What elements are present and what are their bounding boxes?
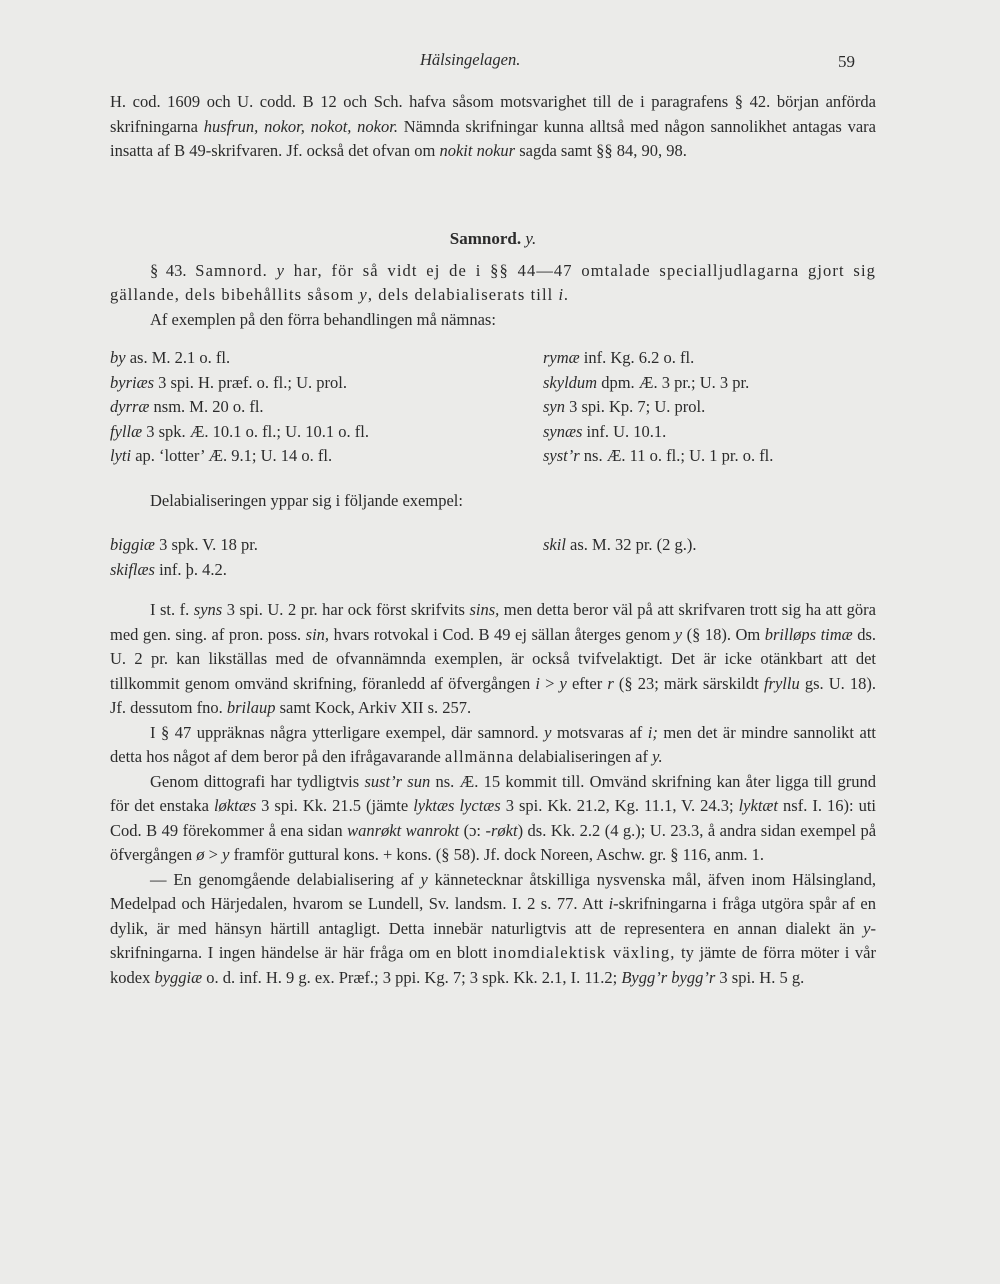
- italic-run: syns: [193, 600, 223, 619]
- text-run: ns. Æ. 15 kommit till. Omvänd skrifning kan åter ligga till grund för det enstaka: [110, 771, 877, 815]
- italic-run: y: [544, 722, 552, 742]
- example-ref: dpm. Æ. 3 pr.; U. 3 pr.: [597, 372, 750, 392]
- example-word: syst’r: [543, 446, 580, 465]
- text-run: -skrifningarna i fråga utgöra spår af en dylik, är med hänsyn härtill antagligt. Detta innebär naturligtvis att de representera en annan dialekt än: [110, 894, 877, 938]
- italic-run: y: [222, 845, 230, 864]
- example-ref: as. M. 2.1 o. fl.: [125, 348, 231, 367]
- intro-paragraph: [110, 90, 876, 164]
- paragraph-d: [110, 868, 876, 991]
- example-item: [543, 371, 876, 396]
- examples-intro: Af exemplen på den förra behandlingen må nämnas:: [150, 309, 496, 329]
- italic-run: lyktæs lyctæs: [413, 796, 501, 815]
- example-word: by: [110, 348, 126, 367]
- section-heading: [110, 229, 876, 249]
- example-word: byriæs: [110, 372, 155, 392]
- example-item: [110, 444, 543, 469]
- example-item: [543, 558, 876, 583]
- text-run: hvars rotvokal i Cod. B 49 ej sällan återges genom: [329, 624, 675, 644]
- text-run: >: [540, 673, 560, 693]
- example-item: [110, 371, 543, 396]
- example-item: [543, 444, 876, 469]
- paragraph-43-text-c: , dels delabialiserats till: [367, 285, 559, 304]
- text-run: — En genomgående delabialisering af: [150, 869, 421, 889]
- example-word: skyldum: [543, 372, 598, 392]
- text-run: -skrifningarna. I ingen händelse är här fråga om en blott: [110, 918, 876, 962]
- italic-run: sins,: [469, 600, 500, 619]
- italic-run: ø: [196, 845, 205, 864]
- examples-list-1: [110, 346, 876, 469]
- example-item: [110, 558, 543, 583]
- paragraph-c: [110, 770, 876, 868]
- text-run: 3 spi. Kk. 21.5 (jämte: [256, 796, 414, 815]
- example-ref: 3 spi. Kp. 7; U. prol.: [565, 397, 706, 416]
- italic-run: y: [559, 673, 567, 693]
- example-item: [543, 395, 876, 420]
- example-ref: as. M. 32 pr. (2 g.).: [565, 535, 697, 554]
- example-word: lyti: [110, 446, 132, 465]
- example-ref: inf. Kg. 6.2 o. fl.: [579, 348, 695, 367]
- italic-run: y.: [652, 747, 663, 766]
- example-ref: nsm. M. 20 o. fl.: [149, 397, 264, 416]
- text-run: samt Kock, Arkiv XII s. 257.: [275, 698, 472, 717]
- paragraph-43-number: § 43.: [150, 260, 187, 280]
- italic-run: sin,: [305, 624, 330, 644]
- example-word: dyrræ: [110, 397, 150, 416]
- example-item: [543, 420, 876, 445]
- intro-line-2-italic: husfrun, nokor, nokot, nokor.: [203, 116, 398, 136]
- italic-run: y: [674, 624, 683, 644]
- italic-run: lyktæt: [738, 796, 778, 815]
- example-item: [543, 533, 876, 558]
- example-item: [110, 395, 543, 420]
- paragraph-43-text-a: Samnord.: [186, 260, 277, 280]
- example-item: [110, 346, 543, 371]
- paragraph-43-i: i.: [558, 285, 570, 304]
- text-run: (ɔ:: [459, 820, 486, 840]
- delabialization-intro: Delabialiseringen yppar sig i följande exempel:: [150, 490, 463, 510]
- example-word: skiflæs: [110, 559, 155, 579]
- section-heading-variable: y.: [525, 228, 537, 248]
- example-word: rymæ: [543, 348, 580, 367]
- text-run: efter: [566, 673, 608, 693]
- italic-run: y: [420, 869, 428, 889]
- text-run: (§ 18). Om: [682, 624, 765, 644]
- example-ref: 3 spk. V. 18 pr.: [154, 535, 258, 554]
- italic-run: i: [535, 673, 541, 693]
- text-run: 3 spi. H. 5 g.: [715, 967, 805, 987]
- text-run: kännetecknar åtskilliga nysvenska mål, äfven inom Hälsingland, Medelpad och Härjedalen, hvarom se Lundell, Sv. landsm. I. 2 s. 77. Att: [110, 869, 877, 913]
- example-word: biggiæ: [110, 535, 155, 554]
- italic-run: løktæs: [213, 796, 257, 815]
- paragraph-43-y: y: [276, 260, 286, 280]
- paragraph-43-y2: y: [359, 285, 368, 304]
- paragraph-b: [110, 721, 876, 770]
- example-ref: 3 spi. H. præf. o. fl.; U. prol.: [154, 372, 347, 392]
- example-word: syn: [543, 397, 565, 416]
- text-run: o. d. inf. H. 9 g. ex. Præf.; 3 ppi. Kg. 7; 3 spk. Kk. 2.1, I. 11.2;: [202, 967, 622, 987]
- intro-line-3: någon sannolikhet antagas vara insatta af B 49-skrifvaren. Jf. också det ofvan om: [110, 116, 876, 160]
- intro-line-1: H. cod. 1609 och U. codd. B 12 och Sch. hafva såsom motsvarighet till de i paragrafens § 42.: [110, 92, 771, 111]
- italic-run: byggiæ: [154, 967, 203, 987]
- italic-run: brilløps timæ: [764, 624, 853, 644]
- text-run: ds. U. 2 pr. kan likställas med de ofvannämnda exemplen, är också tvifvelaktigt. Det är icke otänkbart att det tillkommit genom omvänd skrifning, föranledd af öfvergången: [110, 624, 877, 693]
- section-heading-text: Samnord.: [449, 228, 522, 248]
- intro-line-4: sagda samt §§ 84, 90, 98.: [519, 141, 687, 160]
- example-ref: ap. ‘lotter’ Æ. 9.1; U. 14 o. fl.: [131, 446, 333, 465]
- example-ref: 3 spk. Æ. 10.1 o. fl.; U. 10.1 o. fl.: [142, 421, 369, 441]
- text-run: delabialiseringen af: [514, 747, 653, 766]
- intro-line-2b: Nämnda skrifningar kunna alltså med: [397, 116, 659, 136]
- running-title: Hälsingelagen.: [420, 50, 521, 69]
- example-word: skil: [543, 535, 566, 554]
- example-item: [543, 346, 876, 371]
- text-run: I § 47 uppräknas några ytterligare exempel, där samnord.: [150, 722, 545, 742]
- text-run: I st. f.: [150, 600, 194, 619]
- example-ref: ns. Æ. 11 o. fl.; U. 1 pr. o. fl.: [579, 446, 774, 465]
- text-run: men detta beror väl på att skrifvaren trott sig ha att göra med gen. sing. af pron. poss.: [110, 600, 876, 644]
- text-run: motsvaras af: [551, 722, 648, 742]
- italic-run: fryllu: [763, 673, 800, 693]
- italic-run: Bygg’r bygg’r: [621, 967, 716, 987]
- italic-run: brilaup: [226, 698, 276, 717]
- paragraph-43-text-b: har, för så vidt ej de i §§ 44—47 omtalade specialljudlagarna gjort sig gällande, dels bibehållits såsom: [110, 260, 876, 304]
- text-run: 3 spi. U. 2 pr. har ock först skrifvits: [222, 600, 470, 619]
- italic-run: wanrøkt wanrokt: [347, 820, 460, 840]
- spaced-run: allmänna: [444, 747, 515, 766]
- examples-list-2: [110, 533, 876, 582]
- text-run: ty jämte de förra möter i vår kodex: [110, 943, 876, 987]
- italic-run: sust’r sun: [364, 771, 431, 791]
- text-run: (§ 23; märk särskildt: [613, 673, 764, 693]
- example-ref: inf. U. 10.1.: [582, 421, 667, 441]
- text-run: Genom dittografi har tydligtvis: [150, 771, 365, 791]
- page-number: 59: [838, 52, 855, 71]
- italic-run: i: [608, 894, 614, 913]
- text-run: nsf. I. 16): uti Cod. B 49 förekommer å ena sidan: [110, 796, 876, 840]
- text-run: men det är mindre sannolikt att detta hos något af dem beror på den ifrågavarande: [110, 722, 877, 766]
- italic-run: y: [863, 918, 871, 938]
- italic-run: i;: [647, 722, 658, 742]
- example-item: [110, 533, 543, 558]
- spaced-run: inomdialektisk växling,: [492, 943, 676, 962]
- example-word: synæs: [543, 421, 583, 441]
- text-run: gs. U. 18). Jf. dessutom fno.: [110, 673, 876, 717]
- page-body: [110, 90, 876, 990]
- text-run: ) ds. Kk. 2.2 (4 g.); U. 23.3, å andra sidan exempel på öfvergången: [110, 820, 877, 864]
- italic-run: -røkt: [485, 820, 518, 840]
- example-word: fyllæ: [110, 421, 143, 441]
- example-ref: inf. þ. 4.2.: [154, 559, 227, 579]
- text-run: 3 spi. Kk. 21.2, Kg. 11.1, V. 24.3;: [500, 796, 739, 815]
- text-run: >: [204, 845, 223, 864]
- text-run: framför guttural kons. + kons. (§ 58). Jf. dock Noreen, Aschw. gr. § 116, anm. 1.: [229, 845, 765, 864]
- intro-line-2a: början anförda skrifningarna: [110, 92, 876, 136]
- intro-line-3-italic: nokit nokur: [439, 141, 516, 160]
- paragraph-43: [110, 259, 876, 308]
- page-header: [0, 50, 1000, 76]
- example-item: [110, 420, 543, 445]
- paragraph-a: [110, 598, 876, 721]
- italic-run: r: [607, 673, 614, 693]
